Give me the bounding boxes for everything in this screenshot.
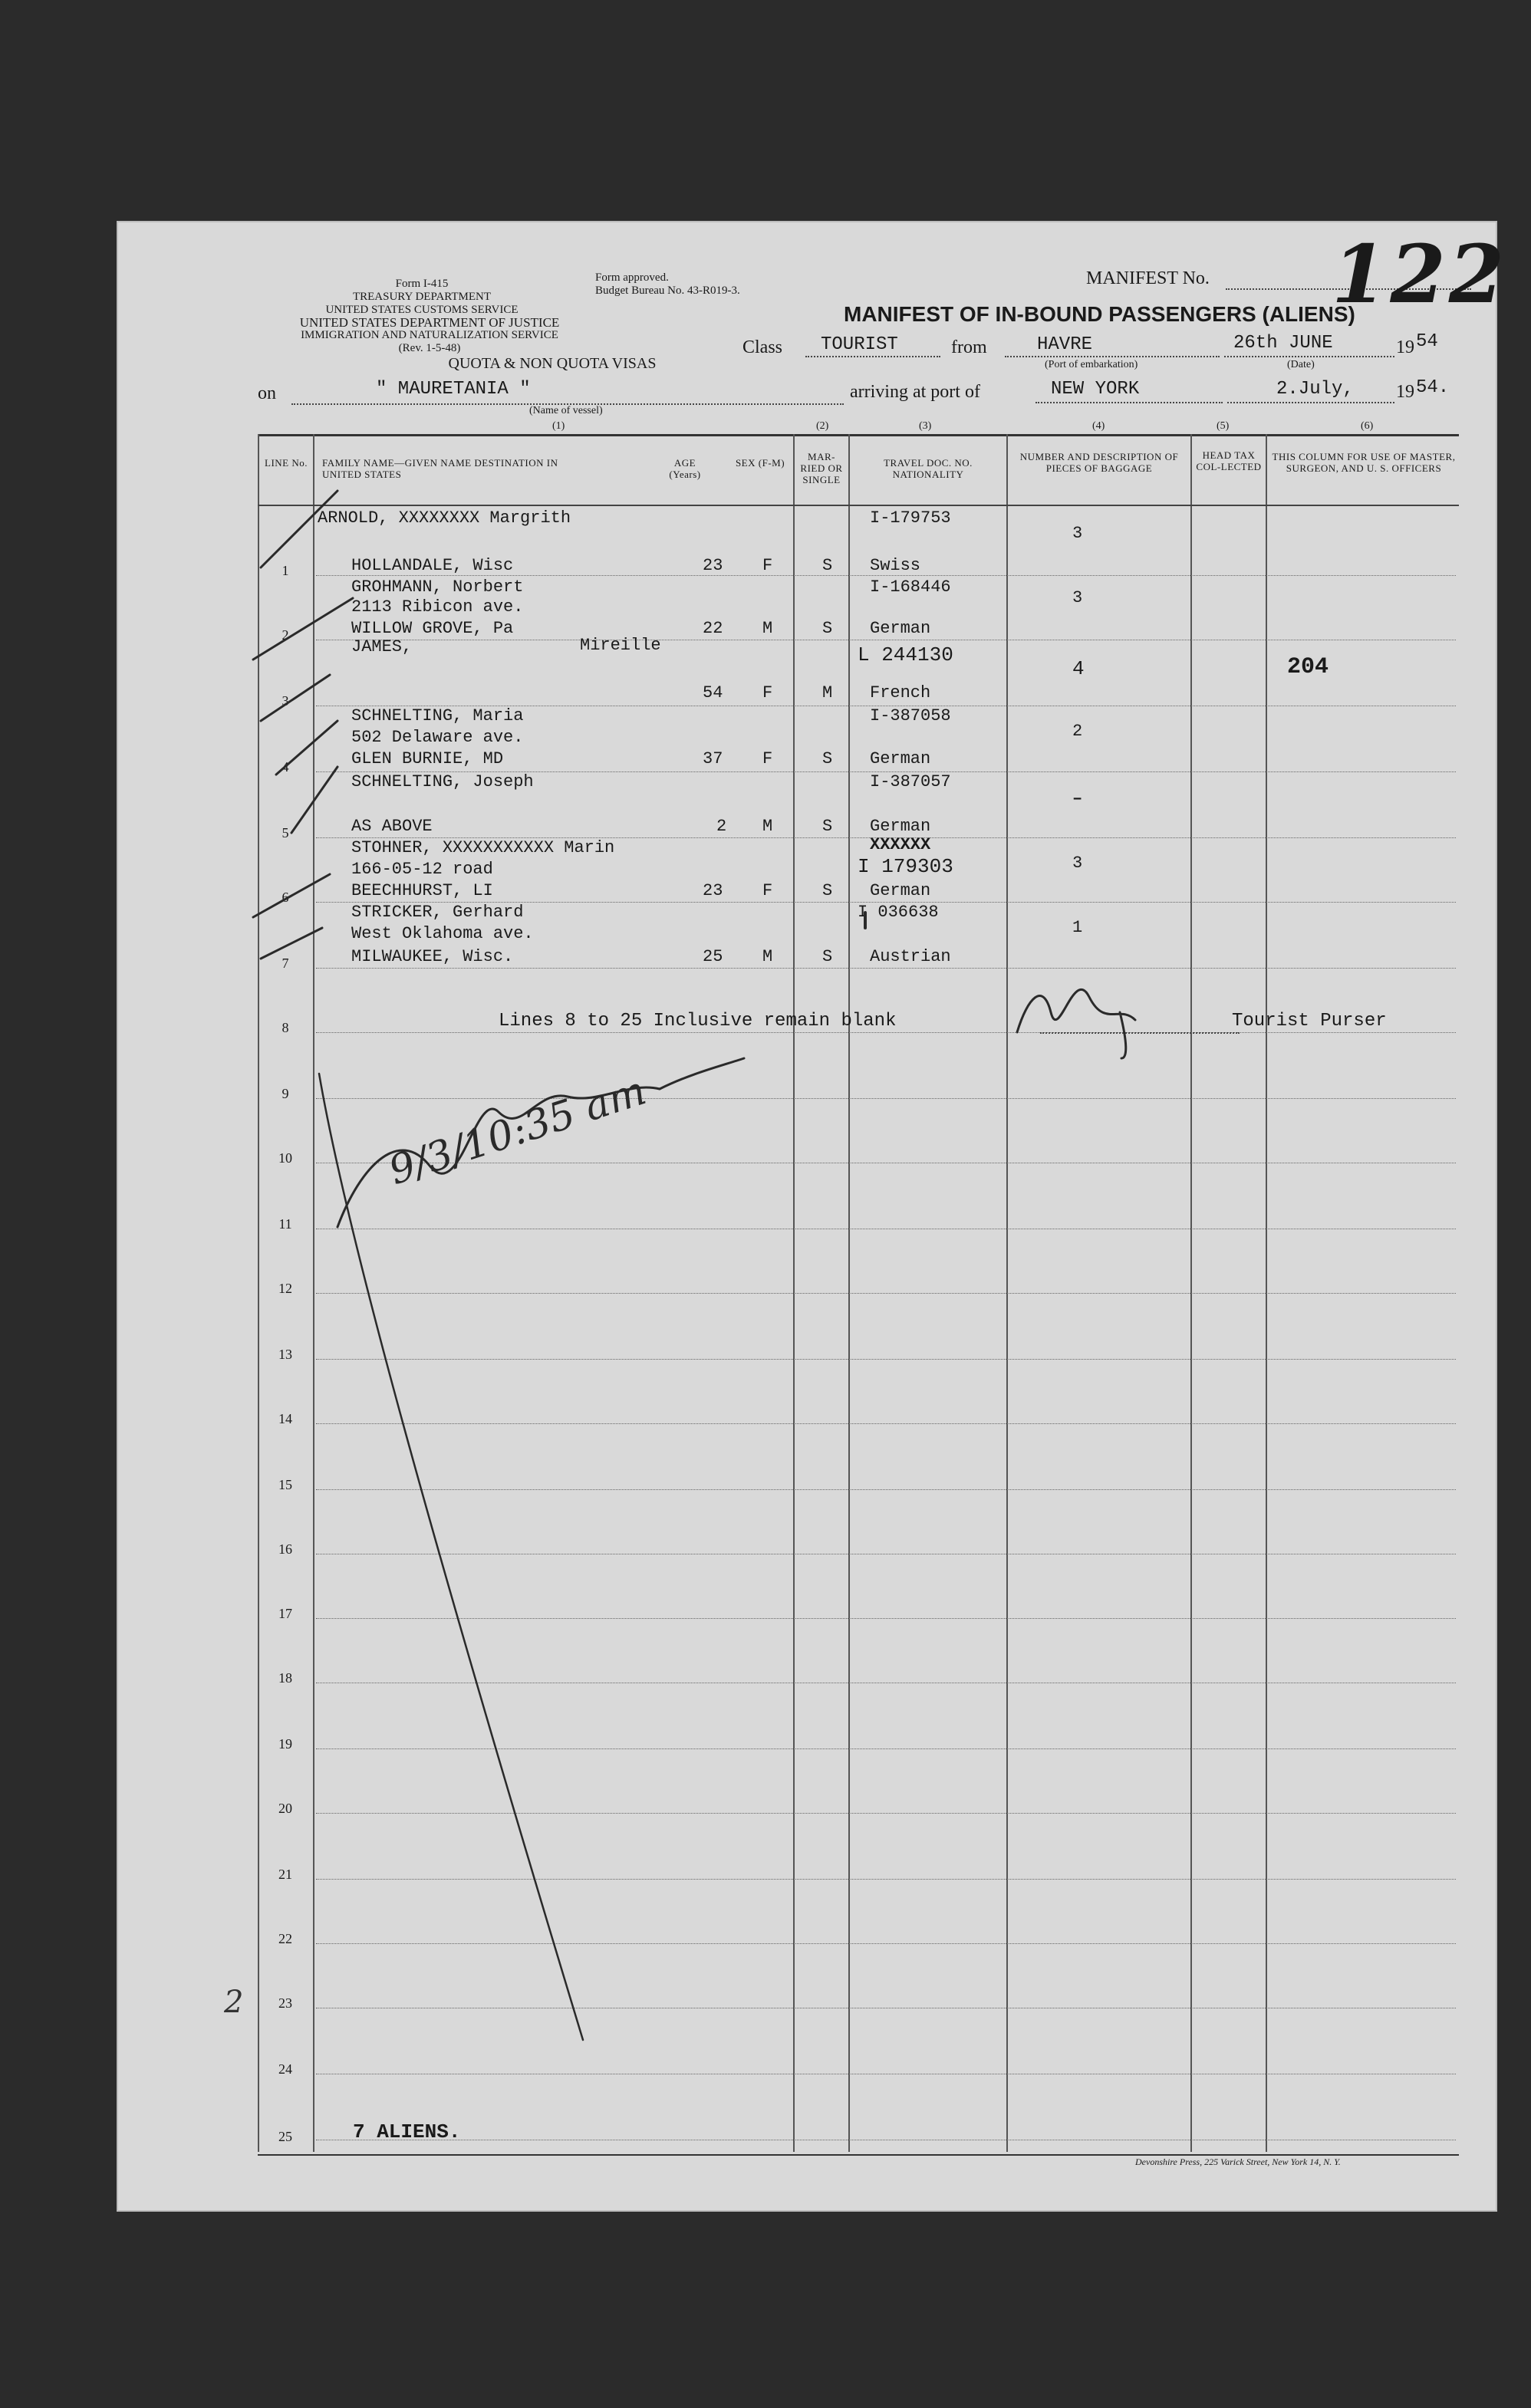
- rule-line: [316, 1813, 1456, 1814]
- travel-doc: I 036638: [858, 903, 939, 922]
- line-number: 8: [282, 1020, 289, 1035]
- col-num-4: (4): [1092, 420, 1105, 432]
- line-number: 21: [278, 1867, 292, 1882]
- rev-line: (Rev. 1-5-48): [398, 342, 461, 354]
- marital-status: M: [822, 683, 833, 702]
- doj-line: UNITED STATES DEPARTMENT OF JUSTICE: [299, 315, 560, 330]
- vessel-caption: (Name of vessel): [529, 405, 603, 416]
- approval-line: Form approved.: [595, 271, 669, 284]
- line-number: 2: [282, 627, 289, 643]
- form-block: [307, 278, 537, 317]
- from-line: [1005, 356, 1220, 357]
- destination: BEECHHURST, LI: [351, 881, 493, 900]
- budget-line: Budget Bureau No. 43-R019-3.: [595, 285, 740, 297]
- nationality: German: [870, 817, 931, 836]
- passenger-name: STRICKER, Gerhard: [351, 903, 524, 922]
- street-address: 502 Delaware ave.: [351, 728, 524, 747]
- year-prefix: 19: [1396, 337, 1414, 357]
- total-aliens: 7 ALIENS.: [353, 2120, 461, 2143]
- rule-line: [316, 1293, 1456, 1294]
- sex: F: [762, 556, 773, 575]
- nationality: German: [870, 881, 931, 900]
- rule-line: [316, 1423, 1456, 1424]
- arrival-date-line: [1227, 402, 1394, 403]
- line-number: 6: [282, 890, 289, 905]
- col-married: MAR-RIED OR SINGLE: [800, 451, 843, 485]
- col-age: AGE (Years): [669, 457, 701, 480]
- header-underline: [258, 505, 1459, 506]
- col-num-1: (1): [552, 420, 565, 432]
- line-number: 25: [278, 2129, 292, 2144]
- class-line: [805, 356, 940, 357]
- age: 54: [703, 683, 723, 702]
- line-number: 12: [278, 1281, 292, 1296]
- line-number: 7: [282, 956, 289, 971]
- date-caption: (Date): [1287, 359, 1315, 370]
- line-number: 5: [282, 825, 289, 840]
- line-number: 19: [278, 1736, 292, 1752]
- baggage-count: –: [1072, 789, 1083, 808]
- line-number: 1: [282, 563, 289, 578]
- nationality: Austrian: [870, 947, 951, 966]
- year-value: 54: [1416, 331, 1438, 352]
- baggage-count: 3: [1072, 854, 1083, 873]
- travel-doc: I-179753: [870, 508, 951, 528]
- line-number: 9: [282, 1086, 289, 1101]
- baggage-count: 4: [1072, 657, 1085, 680]
- street-address: West Oklahoma ave.: [351, 924, 534, 943]
- quota-text: QUOTA & NON QUOTA VISAS: [448, 355, 657, 372]
- from-label: from: [951, 337, 987, 357]
- rule-line: [316, 1359, 1456, 1360]
- sex: M: [762, 619, 773, 638]
- margin-mark: 2: [224, 1985, 244, 2020]
- struck-doc: XXXXXX: [870, 835, 931, 854]
- col-officers: THIS COLUMN FOR USE OF MASTER, SURGEON, AND U. S. OFFICERS: [1272, 451, 1456, 474]
- age: 23: [703, 556, 723, 575]
- officer-note: 204: [1287, 654, 1329, 680]
- sex: F: [762, 683, 773, 702]
- destination: GLEN BURNIE, MD: [351, 749, 504, 768]
- line-number: 18: [278, 1670, 292, 1686]
- street-address: 166-05-12 road: [351, 860, 493, 879]
- baggage-count: 1: [1072, 918, 1083, 937]
- given-name: Mireille: [580, 636, 661, 655]
- col-sex: SEX (F-M): [735, 457, 785, 469]
- document-title: MANIFEST OF IN-BOUND PASSENGERS (ALIENS): [844, 302, 1355, 326]
- line-number: 24: [278, 2061, 292, 2077]
- passenger-name: JAMES,: [351, 637, 413, 656]
- col-divider: [258, 434, 259, 2152]
- nationality: German: [870, 619, 931, 638]
- passenger-name: SCHNELTING, Joseph: [351, 772, 534, 791]
- nationality: French: [870, 683, 931, 702]
- class-label: Class: [742, 337, 783, 357]
- age: 2: [716, 817, 727, 836]
- travel-doc: I-168446: [870, 577, 951, 597]
- travel-doc: L 244130: [858, 643, 953, 666]
- on-label: on: [258, 383, 276, 403]
- rule-line: [316, 1032, 1456, 1033]
- class-value: TOURIST: [821, 334, 898, 355]
- baggage-count: 3: [1072, 588, 1083, 607]
- age: 23: [703, 881, 723, 900]
- col-num-3: (3): [919, 420, 932, 432]
- baggage-count: 3: [1072, 524, 1083, 543]
- nationality: German: [870, 749, 931, 768]
- rule-line: [316, 1943, 1456, 1944]
- destination: HOLLANDALE, Wisc: [351, 556, 514, 575]
- col-num-6: (6): [1361, 420, 1374, 432]
- rule-line: [316, 1098, 1456, 1099]
- destination: WILLOW GROVE, Pa: [351, 619, 514, 638]
- col-num-2: (2): [816, 420, 829, 432]
- passenger-name: SCHNELTING, Maria: [351, 706, 524, 725]
- line-number: 4: [282, 759, 289, 775]
- rule-line: [316, 1748, 1456, 1749]
- street-address: 2113 Ribicon ave.: [351, 597, 524, 617]
- date-value: 26th JUNE: [1233, 333, 1333, 354]
- marital-status: S: [822, 881, 833, 900]
- col-divider: [313, 434, 314, 2152]
- arrival-port-line: [1035, 402, 1223, 403]
- line-number: 22: [278, 1931, 292, 1946]
- marital-status: S: [822, 817, 833, 836]
- port-caption: (Port of embarkation): [1045, 359, 1138, 370]
- line-number: 20: [278, 1801, 292, 1816]
- manifest-number-handwritten: 122: [1332, 227, 1508, 321]
- col-num-5: (5): [1217, 420, 1230, 432]
- purser-label: Tourist Purser: [1232, 1011, 1387, 1031]
- printer-footer: Devonshire Press, 225 Varick Street, New York 14, N. Y.: [1135, 2156, 1341, 2167]
- travel-doc: I-387058: [870, 706, 951, 725]
- approval-block: [595, 271, 810, 298]
- marital-status: S: [822, 619, 833, 638]
- col-head-tax: HEAD TAX COL-LECTED: [1196, 449, 1262, 472]
- col-travel-doc: TRAVEL DOC. NO. NATIONALITY: [884, 457, 973, 480]
- doj-block: [253, 316, 606, 355]
- rule-line: [316, 575, 1456, 576]
- line-number: 23: [278, 1995, 292, 2011]
- rule-line: [316, 1618, 1456, 1619]
- line-number: 3: [282, 693, 289, 709]
- sex: M: [762, 947, 773, 966]
- manifest-no-label: MANIFEST No.: [1086, 268, 1210, 288]
- line-number: 17: [278, 1606, 292, 1621]
- line-number: 14: [278, 1411, 292, 1426]
- ins-line: IMMIGRATION AND NATURALIZATION SERVICE: [301, 329, 558, 341]
- arrival-port: NEW YORK: [1051, 379, 1140, 400]
- rule-line: [316, 1489, 1456, 1490]
- passenger-name: ARNOLD, XXXXXXXX Margrith: [318, 508, 571, 528]
- baggage-count: 2: [1072, 722, 1083, 741]
- line-number: 16: [278, 1541, 292, 1557]
- travel-doc: I-387057: [870, 772, 951, 791]
- passenger-name: STOHNER, XXXXXXXXXXX Marin: [351, 838, 615, 857]
- form-number: Form I-415: [395, 278, 449, 290]
- col-line-no: LINE No.: [265, 457, 308, 469]
- marital-status: S: [822, 947, 833, 966]
- nationality: Swiss: [870, 556, 921, 575]
- rule-line: [316, 968, 1456, 969]
- handwritten-stamp-note: 9/3/10:35 am: [384, 1067, 652, 1195]
- arrival-year-prefix: 19: [1396, 382, 1414, 402]
- arrival-year: 54.: [1416, 377, 1450, 398]
- vessel-value: " MAURETANIA ": [376, 379, 531, 400]
- marital-status: S: [822, 749, 833, 768]
- signature-line: [1040, 1032, 1240, 1034]
- sex: F: [762, 881, 773, 900]
- department: TREASURY DEPARTMENT: [352, 291, 492, 303]
- sex: F: [762, 749, 773, 768]
- passenger-name: GROHMANN, Norbert: [351, 577, 524, 597]
- rule-line: [316, 1879, 1456, 1880]
- travel-doc: I 179303: [858, 855, 953, 878]
- arriving-label: arriving at port of: [850, 382, 980, 402]
- age: 22: [703, 619, 723, 638]
- table-frame: [258, 434, 1459, 2156]
- age: 25: [703, 947, 723, 966]
- remain-blank-note: Lines 8 to 25 Inclusive remain blank: [499, 1011, 897, 1031]
- line-number: 13: [278, 1347, 292, 1362]
- sex: M: [762, 817, 773, 836]
- line-number: 10: [278, 1150, 292, 1166]
- col-name: FAMILY NAME—GIVEN NAME DESTINATION IN UNITED STATES: [322, 457, 558, 480]
- line-number: 15: [278, 1477, 292, 1492]
- date-line: [1224, 356, 1394, 357]
- destination: MILWAUKEE, Wisc.: [351, 947, 514, 966]
- age: 37: [703, 749, 723, 768]
- line-number: 11: [278, 1216, 292, 1232]
- from-value: HAVRE: [1037, 334, 1093, 355]
- arrival-date: 2.July,: [1276, 379, 1354, 400]
- destination: AS ABOVE: [351, 817, 433, 836]
- service: UNITED STATES CUSTOMS SERVICE: [325, 304, 519, 316]
- col-baggage: NUMBER AND DESCRIPTION OF PIECES OF BAGGAGE: [1019, 451, 1179, 474]
- marital-status: S: [822, 556, 833, 575]
